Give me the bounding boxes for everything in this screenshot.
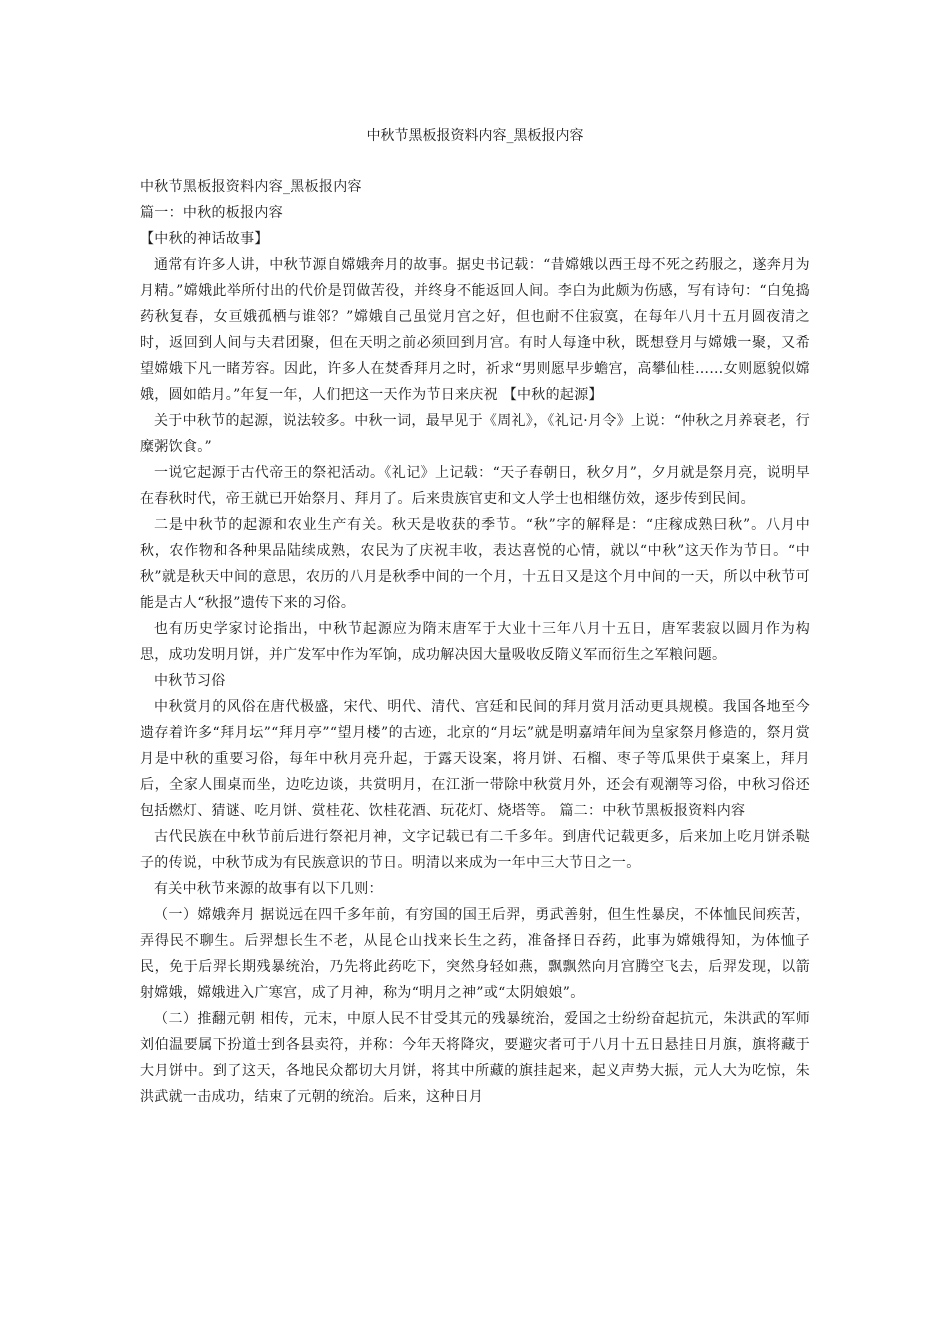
paragraph-origin-military: 也有历史学家讨论指出，中秋节起源应为隋末唐军于大业十三年八月十五日，唐军裴寂以圆月作为构思，成功发明月饼，并广发军中作为军饷，成功解决因大量吸收反隋义军而衍生之军粮问题。 (140, 621, 810, 663)
paragraph-ancient-worship: 古代民族在中秋节前后进行祭祀月神，文字记载已有二千多年。到唐代记载更多，后来加上吃月饼杀鞑子的传说，中秋节成为有民族意识的节日。明清以来成为一年中三大节日之一。 (140, 829, 810, 871)
paragraph-customs: 中秋赏月的风俗在唐代极盛，宋代、明代、清代、宫廷和民间的拜月赏月活动更具规模。我国各地至今遗存着许多“拜月坛”“拜月亭”“望月楼”的古迹，北京的“月坛”就是明嘉靖年间为皇家祭月修造的，祭月赏月是中秋的重要习俗，每年中秋月亮升起，于露天设案，将月饼、石榴、枣子等瓜果供于桌案上，拜月后，全家人围桌而坐，边吃边谈，共赏明月，在江浙一带除中秋赏月外，还会有观潮等习俗，中秋习俗还包括燃灯、猜谜、吃月饼、赏桂花、饮桂花酒、玩花灯、烧塔等。 篇二：中秋节黑板报资料内容 (140, 699, 810, 819)
section-heading-customs: 中秋节习俗 (154, 673, 226, 689)
paragraph-origin-intro: 关于中秋节的起源，说法较多。中秋一词，最早见于《周礼》，《礼记·月令》上说：“仲秋之月养衰老，行糜粥饮食。” (140, 413, 811, 455)
section-heading-part-one: 篇一：中秋的板报内容 (140, 205, 283, 221)
document-title: 中秋节黑板报资料内容_黑板报内容 (366, 128, 584, 144)
paragraph-stories-intro: 有关中秋节来源的故事有以下几则： (154, 881, 383, 897)
paragraph-story-yuan: （二）推翻元朝 相传，元末，中原人民不甘受其元的残暴统治，爱国之士纷纷奋起抗元，朱洪武的军师刘伯温要属下扮道士到各县卖符，并称：今年天将降灾，要避灾者可于八月十五日悬挂日月旗，旗将藏于大月饼中。到了这天，各地民众都切大月饼，将其中所藏的旗挂起来，起义声势大振，元人大为吃惊，朱洪武就一击成功，结束了元朝的统治。后来，这种日月 (140, 1011, 810, 1105)
subtitle-line: 中秋节黑板报资料内容_黑板报内容 (140, 179, 362, 195)
document-body (140, 174, 810, 1110)
section-heading-myth: 【中秋的神话故事】 (140, 231, 269, 247)
paragraph-myth-story: 通常有许多人讲，中秋节源自嫦娥奔月的故事。据史书记载：“昔嫦娥以西王母不死之药服之，遂奔月为月精。”嫦娥此举所付出的代价是罚做苦役，并终身不能返回人间。李白为此颇为伤感，写有诗句：“白兔捣药秋复春，女亘娥孤栖与谁邻？”嫦娥自己虽觉月宫之好，但也耐不住寂寞，在每年八月十五月圆夜清之时，返回到人间与夫君团聚，但在天明之前必须回到月宫。有时人每逢中秋，既想登月与嫦娥一聚，又希望嫦娥下凡一睹芳容。因此，许多人在焚香拜月之时，祈求“男则愿早步蟾宫，高攀仙桂……女则愿貌似嫦娥，圆如皓月。”年复一年，人们把这一天作为节日来庆祝 【中秋的起源】 (140, 257, 810, 403)
paragraph-story-change: （一）嫦娥奔月 据说远在四千多年前，有穷国的国王后羿，勇武善射，但生性暴戾，不体恤民间疾苦，弄得民不聊生。后羿想长生不老，从昆仑山找来长生之药，准备择日吞药，此事为嫦娥得知，为体恤子民，免于后羿长期残暴统治，乃先将此药吃下，突然身轻如燕，飘飘然向月宫腾空飞去，后羿发现，以箭射嫦娥，嫦娥进入广寒宫，成了月神，称为“明月之神”或“太阴娘娘”。 (140, 907, 810, 1001)
paragraph-origin-sacrifice: 一说它起源于古代帝王的祭祀活动。《礼记》上记载：“天子春朝日，秋夕月”，夕月就是祭月亮，说明早在春秋时代，帝王就已开始祭月、拜月了。后来贵族官吏和文人学士也相继仿效，逐步传到民间。 (140, 465, 810, 507)
paragraph-origin-agriculture: 二是中秋节的起源和农业生产有关。秋天是收获的季节。“秋”字的解释是：“庄稼成熟曰秋”。八月中秋，农作物和各种果品陆续成熟，农民为了庆祝丰收，表达喜悦的心情，就以“中秋”这天作为节日。“中秋”就是秋天中间的意思，农历的八月是秋季中间的一个月，十五日又是这个月中间的一天，所以中秋节可能是古人“秋报”遗传下来的习俗。 (140, 517, 810, 611)
